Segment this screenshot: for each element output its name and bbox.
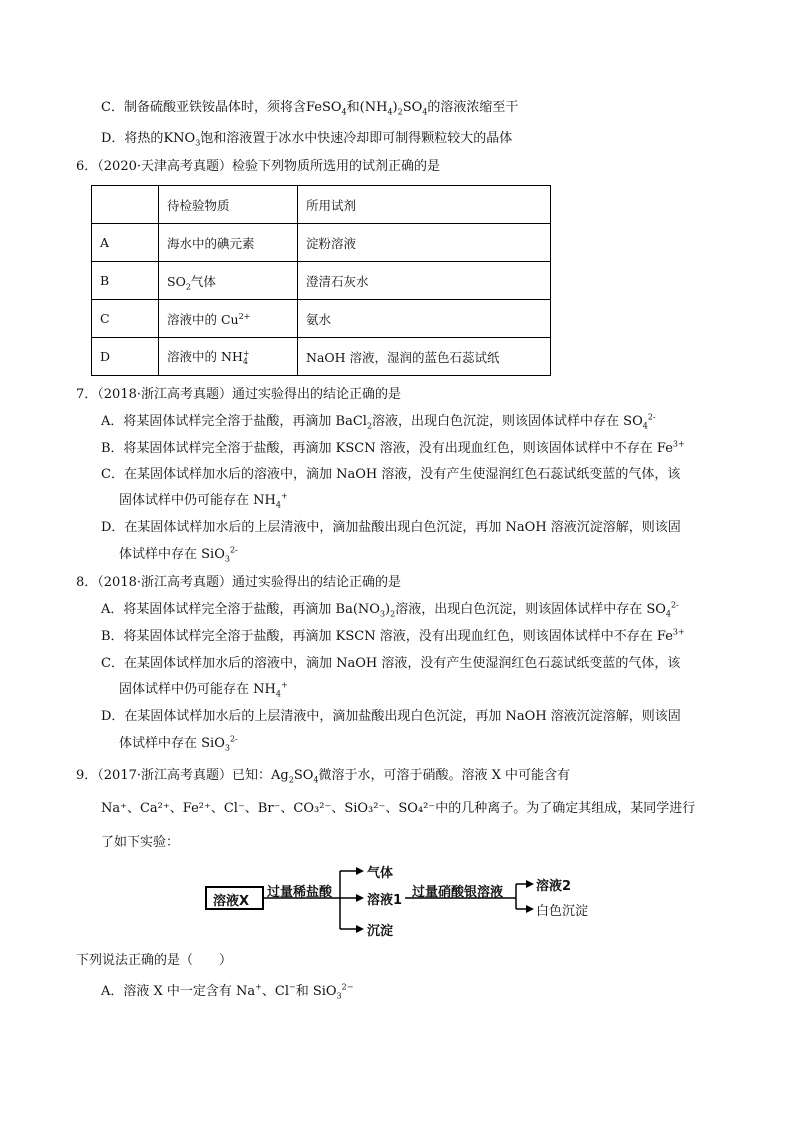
q8-option-d-line1: D．在某固体试样加水后的上层清液中，滴加盐酸出现白色沉淀，再加 NaOH 溶液沉淀溶解，则该固 bbox=[101, 709, 681, 724]
q7-option-a: A．将某固体试样完全溶于盐酸，再滴加 BaCl$_2$溶液，出现白色沉淀，则该固体试样中存在 $SO_4^{2-}$ bbox=[101, 412, 656, 431]
table-cell: NaOH 溶液，湿润的蓝色石蕊试纸 bbox=[298, 338, 551, 376]
step2-label: 过量硝酸银溶液 bbox=[412, 885, 504, 900]
table-header-cell bbox=[92, 186, 159, 224]
q7-option-c-line2: 固体试样中仍可能存在 $NH_4^+$ bbox=[119, 491, 288, 510]
table-cell: 溶液中的 NH + 4 bbox=[159, 338, 298, 376]
q6-table bbox=[91, 185, 551, 376]
q5-option-d: D．将热的$KNO_3$饱和溶液置于冰水中快速冷却即可制得颗粒较大的晶体 bbox=[101, 131, 513, 148]
white-precipitate-label: 白色沉淀 bbox=[536, 904, 589, 919]
gas-label: 气体 bbox=[367, 866, 394, 881]
q7-option-b: B．将某固体试样完全溶于盐酸，再滴加 KSCN 溶液，没有出现血红色，则该固体试样中不存在 $Fe^{3+}$ bbox=[101, 439, 685, 456]
table-row bbox=[92, 338, 551, 376]
table-row bbox=[92, 262, 551, 300]
table-cell: 溶液中的 $Cu^{2+}$ bbox=[159, 300, 298, 338]
q7-stem: 7．（2018·浙江高考真题）通过实验得出的结论正确的是 bbox=[76, 387, 401, 402]
table-cell: A bbox=[92, 224, 159, 262]
table-cell: C bbox=[92, 300, 159, 338]
q9-option-a: A．溶液 X 中一定含有 Na+、Cl−和 SiO$_3^{2-}$ bbox=[101, 982, 354, 1001]
q9-flow-diagram bbox=[200, 857, 620, 947]
table-row bbox=[92, 224, 551, 262]
q8-option-a: A．将某固体试样完全溶于盐酸，再滴加 $Ba(NO_3)_2$溶液，出现白色沉淀，则该固体试样中存在 $SO_4^{2-}$ bbox=[101, 600, 679, 619]
table-header-cell: 待检验物质 bbox=[159, 186, 298, 224]
q7-option-d-line2: 体试样中存在 SiO$_3^{2-}$ bbox=[119, 545, 238, 564]
step1-label: 过量稀盐酸 bbox=[267, 885, 333, 900]
table-cell: 澄清石灰水 bbox=[298, 262, 551, 300]
q9-stem: 9．（2017·浙江高考真题）已知：$Ag_2SO_4$微溶于水，可溶于硝酸。溶液 X 中可能含有 bbox=[76, 768, 571, 785]
table-cell: 海水中的碘元素 bbox=[159, 224, 298, 262]
table-cell: B bbox=[92, 262, 159, 300]
q7-option-d-line1: D．在某固体试样加水后的上层清液中，滴加盐酸出现白色沉淀，再加 NaOH 溶液沉淀溶解，则该固 bbox=[101, 520, 681, 535]
table-cell: 淀粉溶液 bbox=[298, 224, 551, 262]
table-cell: $SO_2$气体 bbox=[159, 262, 298, 300]
q8-stem: 8．（2018·浙江高考真题）通过实验得出的结论正确的是 bbox=[76, 575, 401, 590]
q9-ions-line: Na⁺、Ca²⁺、Fe²⁺、Cl⁻、Br⁻、CO₃²⁻、SiO₃²⁻、SO₄²⁻中的几种离子。为了确定其组成，某同学进行 bbox=[101, 801, 696, 816]
table-cell: 氨水 bbox=[298, 300, 551, 338]
q8-option-c-line1: C．在某固体试样加水后的溶液中，滴加 NaOH 溶液，没有产生使湿润红色石蕊试纸变蓝的气体，该 bbox=[101, 656, 681, 671]
q5-option-c: C．制备硫酸亚铁铵晶体时，须将含FeSO$_4$和$(NH_4)_2SO_4$的溶液浓缩至干 bbox=[101, 100, 519, 117]
q6-stem: 6．（2020·天津高考真题）检验下列物质所选用的试剂正确的是 bbox=[76, 159, 440, 174]
table-cell: D bbox=[92, 338, 159, 376]
table-row bbox=[92, 186, 551, 224]
q7-option-c-line1: C．在某固体试样加水后的溶液中，滴加 NaOH 溶液，没有产生使湿润红色石蕊试纸变蓝的气体，该 bbox=[101, 467, 681, 482]
q8-option-c-line2: 固体试样中仍可能存在 $NH_4^+$ bbox=[119, 680, 288, 699]
solution1-label: 溶液1 bbox=[367, 893, 403, 908]
q8-option-b: B．将某固体试样完全溶于盐酸，再滴加 KSCN 溶液，没有出现血红色，则该固体试样中不存在 $Fe^{3+}$ bbox=[101, 627, 685, 644]
q9-line3: 了如下实验： bbox=[101, 835, 180, 850]
table-header-cell: 所用试剂 bbox=[298, 186, 551, 224]
precipitate-label: 沉淀 bbox=[367, 924, 394, 939]
solution-x-box: 溶液X bbox=[213, 894, 250, 909]
table-row bbox=[92, 300, 551, 338]
q9-ask: 下列说法正确的是（ ） bbox=[76, 953, 233, 968]
solution2-label: 溶液2 bbox=[536, 879, 572, 894]
q8-option-d-line2: 体试样中存在 SiO$_3^{2-}$ bbox=[119, 734, 238, 753]
